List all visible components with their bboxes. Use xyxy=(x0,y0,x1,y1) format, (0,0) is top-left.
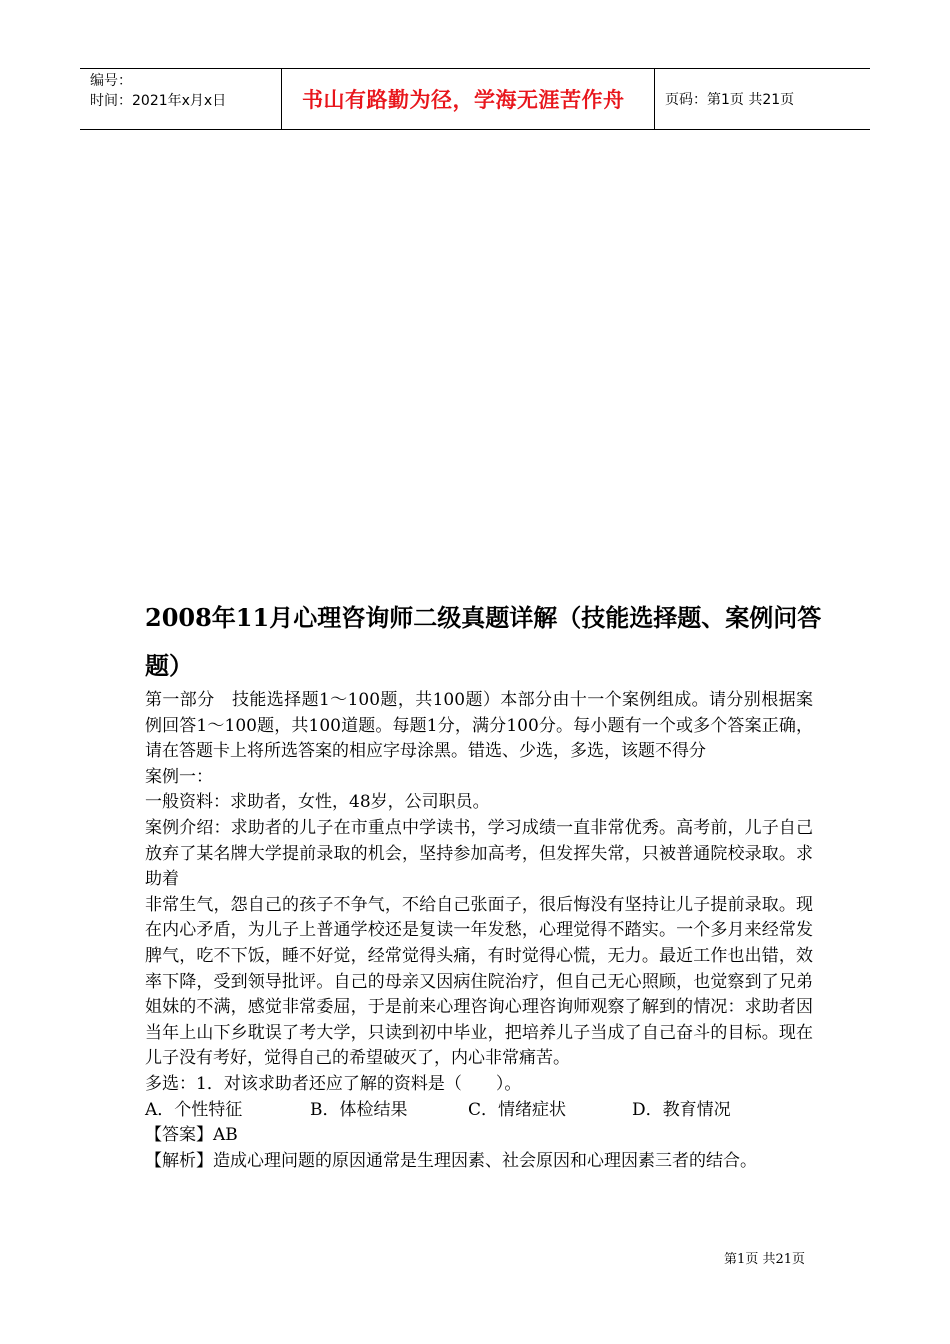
option-b: B．体检结果 xyxy=(310,1099,408,1120)
option-a: A．个性特征 xyxy=(145,1099,243,1120)
document-title: 2008年11月心理咨询师二级真题详解（技能选择题、案例问答题） xyxy=(145,603,822,680)
answer-line: 【答案】AB xyxy=(145,1125,238,1146)
serial-number-label: 编号： xyxy=(90,73,132,89)
page-footer xyxy=(724,1248,805,1267)
date-line: 时间：2021年x月x日 xyxy=(90,93,227,109)
intro-paragraph: 第一部分 技能选择题1～100题，共100题）本部分由十一个案例组成。请分别根据案例回答1～100题，共100道题。每题1分，满分100分。每小题有一个或多个答案正确，请在答题卡上将所选答案的相应字母涂黑。错选、少选，多选，该题不得分 xyxy=(145,690,813,762)
motto-text: 书山有路勤为径，学海无涯苦作舟 xyxy=(302,88,625,112)
header-motto xyxy=(282,69,655,129)
footer-page-number: 第1页 共21页 xyxy=(724,1252,805,1267)
question-1: 多选：1．对该求助者还应了解的资料是（ ）。 xyxy=(145,1073,522,1094)
case-heading: 案例一： xyxy=(145,766,213,787)
case-intro: 案例介绍：求助者的儿子在市重点中学读书，学习成绩一直非常优秀。高考前，儿子自己放弃了某名牌大学提前录取的机会，坚持参加高考，但发挥失常，只被普通院校录取。求助着 xyxy=(145,817,813,890)
document-body xyxy=(145,688,813,1174)
question-options xyxy=(145,1098,813,1124)
header-page-number: 页码：第1页 共21页 xyxy=(665,92,795,108)
option-c: C．情绪症状 xyxy=(468,1099,567,1120)
general-info: 一般资料：求助者，女性，48岁，公司职员。 xyxy=(145,792,490,813)
case-body: 非常生气，怨自己的孩子不争气，不给自己张面子，很后悔没有坚持让儿子提前录取。现在内心矛盾，为儿子上普通学校还是复读一年发愁，心理觉得不踏实。一个多月来经常发脾气，吃不下饭，睡不好觉，经常觉得头痛，有时觉得心慌，无力。最近工作也出错，效率下降，受到领导批评。自己的母亲又因病住院治疗，但自己无心照顾，也觉察到了兄弟姐妹的不满，感觉非常委屈，于是前来心理咨询心理咨询师观察了解到的情况：求助者因当年上山下乡耽误了考大学，只读到初中毕业，把培养儿子当成了自己奋斗的目标。现在儿子没有考好，觉得自己的希望破灭了，内心非常痛苦。 xyxy=(145,894,813,1069)
page-header xyxy=(80,68,870,130)
analysis-line: 【解析】造成心理问题的原因通常是生理因素、社会原因和心理因素三者的结合。 xyxy=(145,1150,757,1171)
option-d: D．教育情况 xyxy=(632,1099,731,1120)
header-meta xyxy=(80,69,282,129)
header-page-info xyxy=(655,69,870,129)
